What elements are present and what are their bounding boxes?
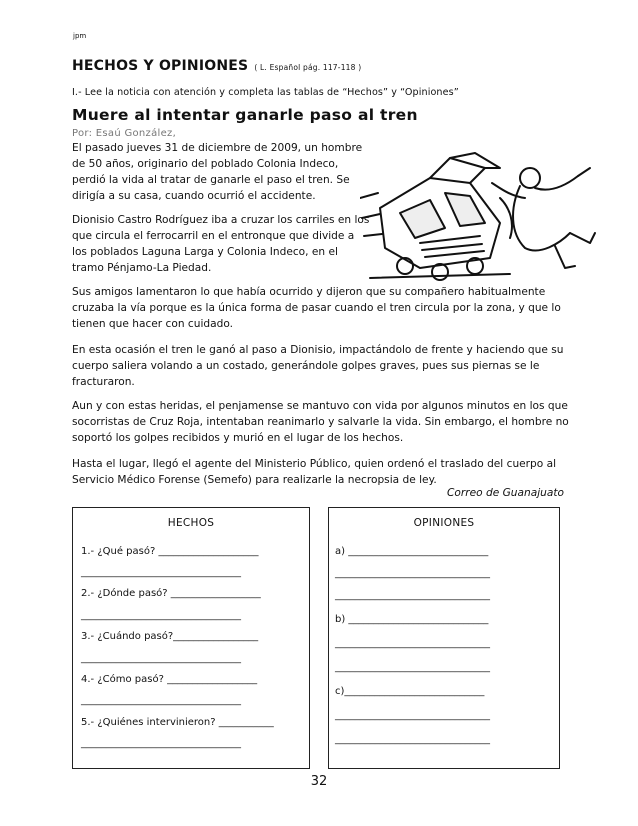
hechos-question-5[interactable]: 5.- ¿Quiénes intervinieron? ___________ [81, 717, 274, 728]
hechos-answer-line[interactable]: ________________________________ [81, 610, 241, 621]
article-paragraph-3: Sus amigos lamentaron lo que había ocurrido y dijeron que su compañero habitualmente cruzaba la vía porque es la única forma de pasar cuando el tren circula por la zona, y que lo tienen que hacer con cuidado. [72, 286, 561, 330]
hechos-answer-line[interactable]: ________________________________ [81, 567, 241, 578]
hechos-title: HECHOS [167, 517, 215, 529]
train-accident-illustration [360, 138, 600, 286]
author-initials: jpm [73, 32, 87, 40]
page-title [72, 58, 361, 74]
instruction-text: I.- Lee la noticia con atención y completa las tablas de “Hechos” y “Opiniones” [72, 87, 459, 98]
article-headline: Muere al intentar ganarle paso al tren [72, 106, 418, 124]
opiniones-title: OPINIONES [413, 517, 475, 529]
opinion-answer-line[interactable]: _______________________________ [335, 662, 490, 673]
opinion-c-line[interactable]: c)____________________________ [335, 686, 485, 697]
opinion-a-line[interactable]: a) ____________________________ [335, 546, 489, 557]
hechos-box [72, 507, 310, 769]
article-byline: Por: Esaú González, [72, 128, 177, 139]
opinion-answer-line[interactable]: _______________________________ [335, 568, 490, 579]
page-number: 32 [310, 774, 328, 789]
hechos-answer-line[interactable]: ________________________________ [81, 653, 241, 664]
article-paragraph-4: En esta ocasión el tren le ganó al paso a Dionisio, impactándolo de frente y haciendo que su cuerpo saliera volando a un costado, generándole golpes graves, pues sus piernas se le fracturaron. [72, 344, 564, 388]
article-paragraph-1: El pasado jueves 31 de diciembre de 2009, un hombre de 50 años, originario del poblado Colonia Indeco, perdió la vida al tratar de ganarle el paso el tren. Se dirigía a su casa, cuando ocurrió el accidente. [72, 142, 363, 202]
article-paragraph-5: Aun y con estas heridas, el penjamense se mantuvo con vida por algunos minutos en los que socorristas de Cruz Roja, intentaban reanimarlo y salvarle la vida. Sin embargo, el hombre no soportó los golpes recibidos y murió en el lugar de los hechos. [72, 400, 569, 444]
hechos-question-1[interactable]: 1.- ¿Qué pasó? ____________________ [81, 546, 259, 557]
opinion-answer-line[interactable]: _______________________________ [335, 590, 490, 601]
opinion-answer-line[interactable]: _______________________________ [335, 710, 490, 721]
article-paragraph-2: Dionisio Castro Rodríguez iba a cruzar los carriles en los que circula el ferrocarril en el entronque que divide a los poblados Laguna Larga y Colonia Indeco, en el tramo Pénjamo-La Piedad. [72, 214, 370, 274]
opinion-b-line[interactable]: b) ____________________________ [335, 614, 489, 625]
article-paragraph-6: Hasta el lugar, llegó el agente del Ministerio Público, quien ordenó el traslado del cuerpo al Servicio Médico Forense (Semefo) para realizarle la necropsia de ley. [72, 458, 557, 486]
opinion-answer-line[interactable]: _______________________________ [335, 638, 490, 649]
page-title-text: HECHOS Y OPINIONES [72, 58, 249, 74]
hechos-question-3[interactable]: 3.- ¿Cuándo pasó?_________________ [81, 631, 259, 642]
textbook-reference: ( L. Español pág. 117-118 ) [254, 63, 362, 72]
hechos-question-2[interactable]: 2.- ¿Dónde pasó? __________________ [81, 588, 261, 599]
hechos-answer-line[interactable]: ________________________________ [81, 695, 241, 706]
opiniones-box [328, 507, 560, 769]
hechos-answer-line[interactable]: ________________________________ [81, 738, 241, 749]
hechos-question-4[interactable]: 4.- ¿Cómo pasó? __________________ [81, 674, 258, 685]
article-source: Correo de Guanajuato [447, 487, 564, 499]
opinion-answer-line[interactable]: _______________________________ [335, 734, 490, 745]
